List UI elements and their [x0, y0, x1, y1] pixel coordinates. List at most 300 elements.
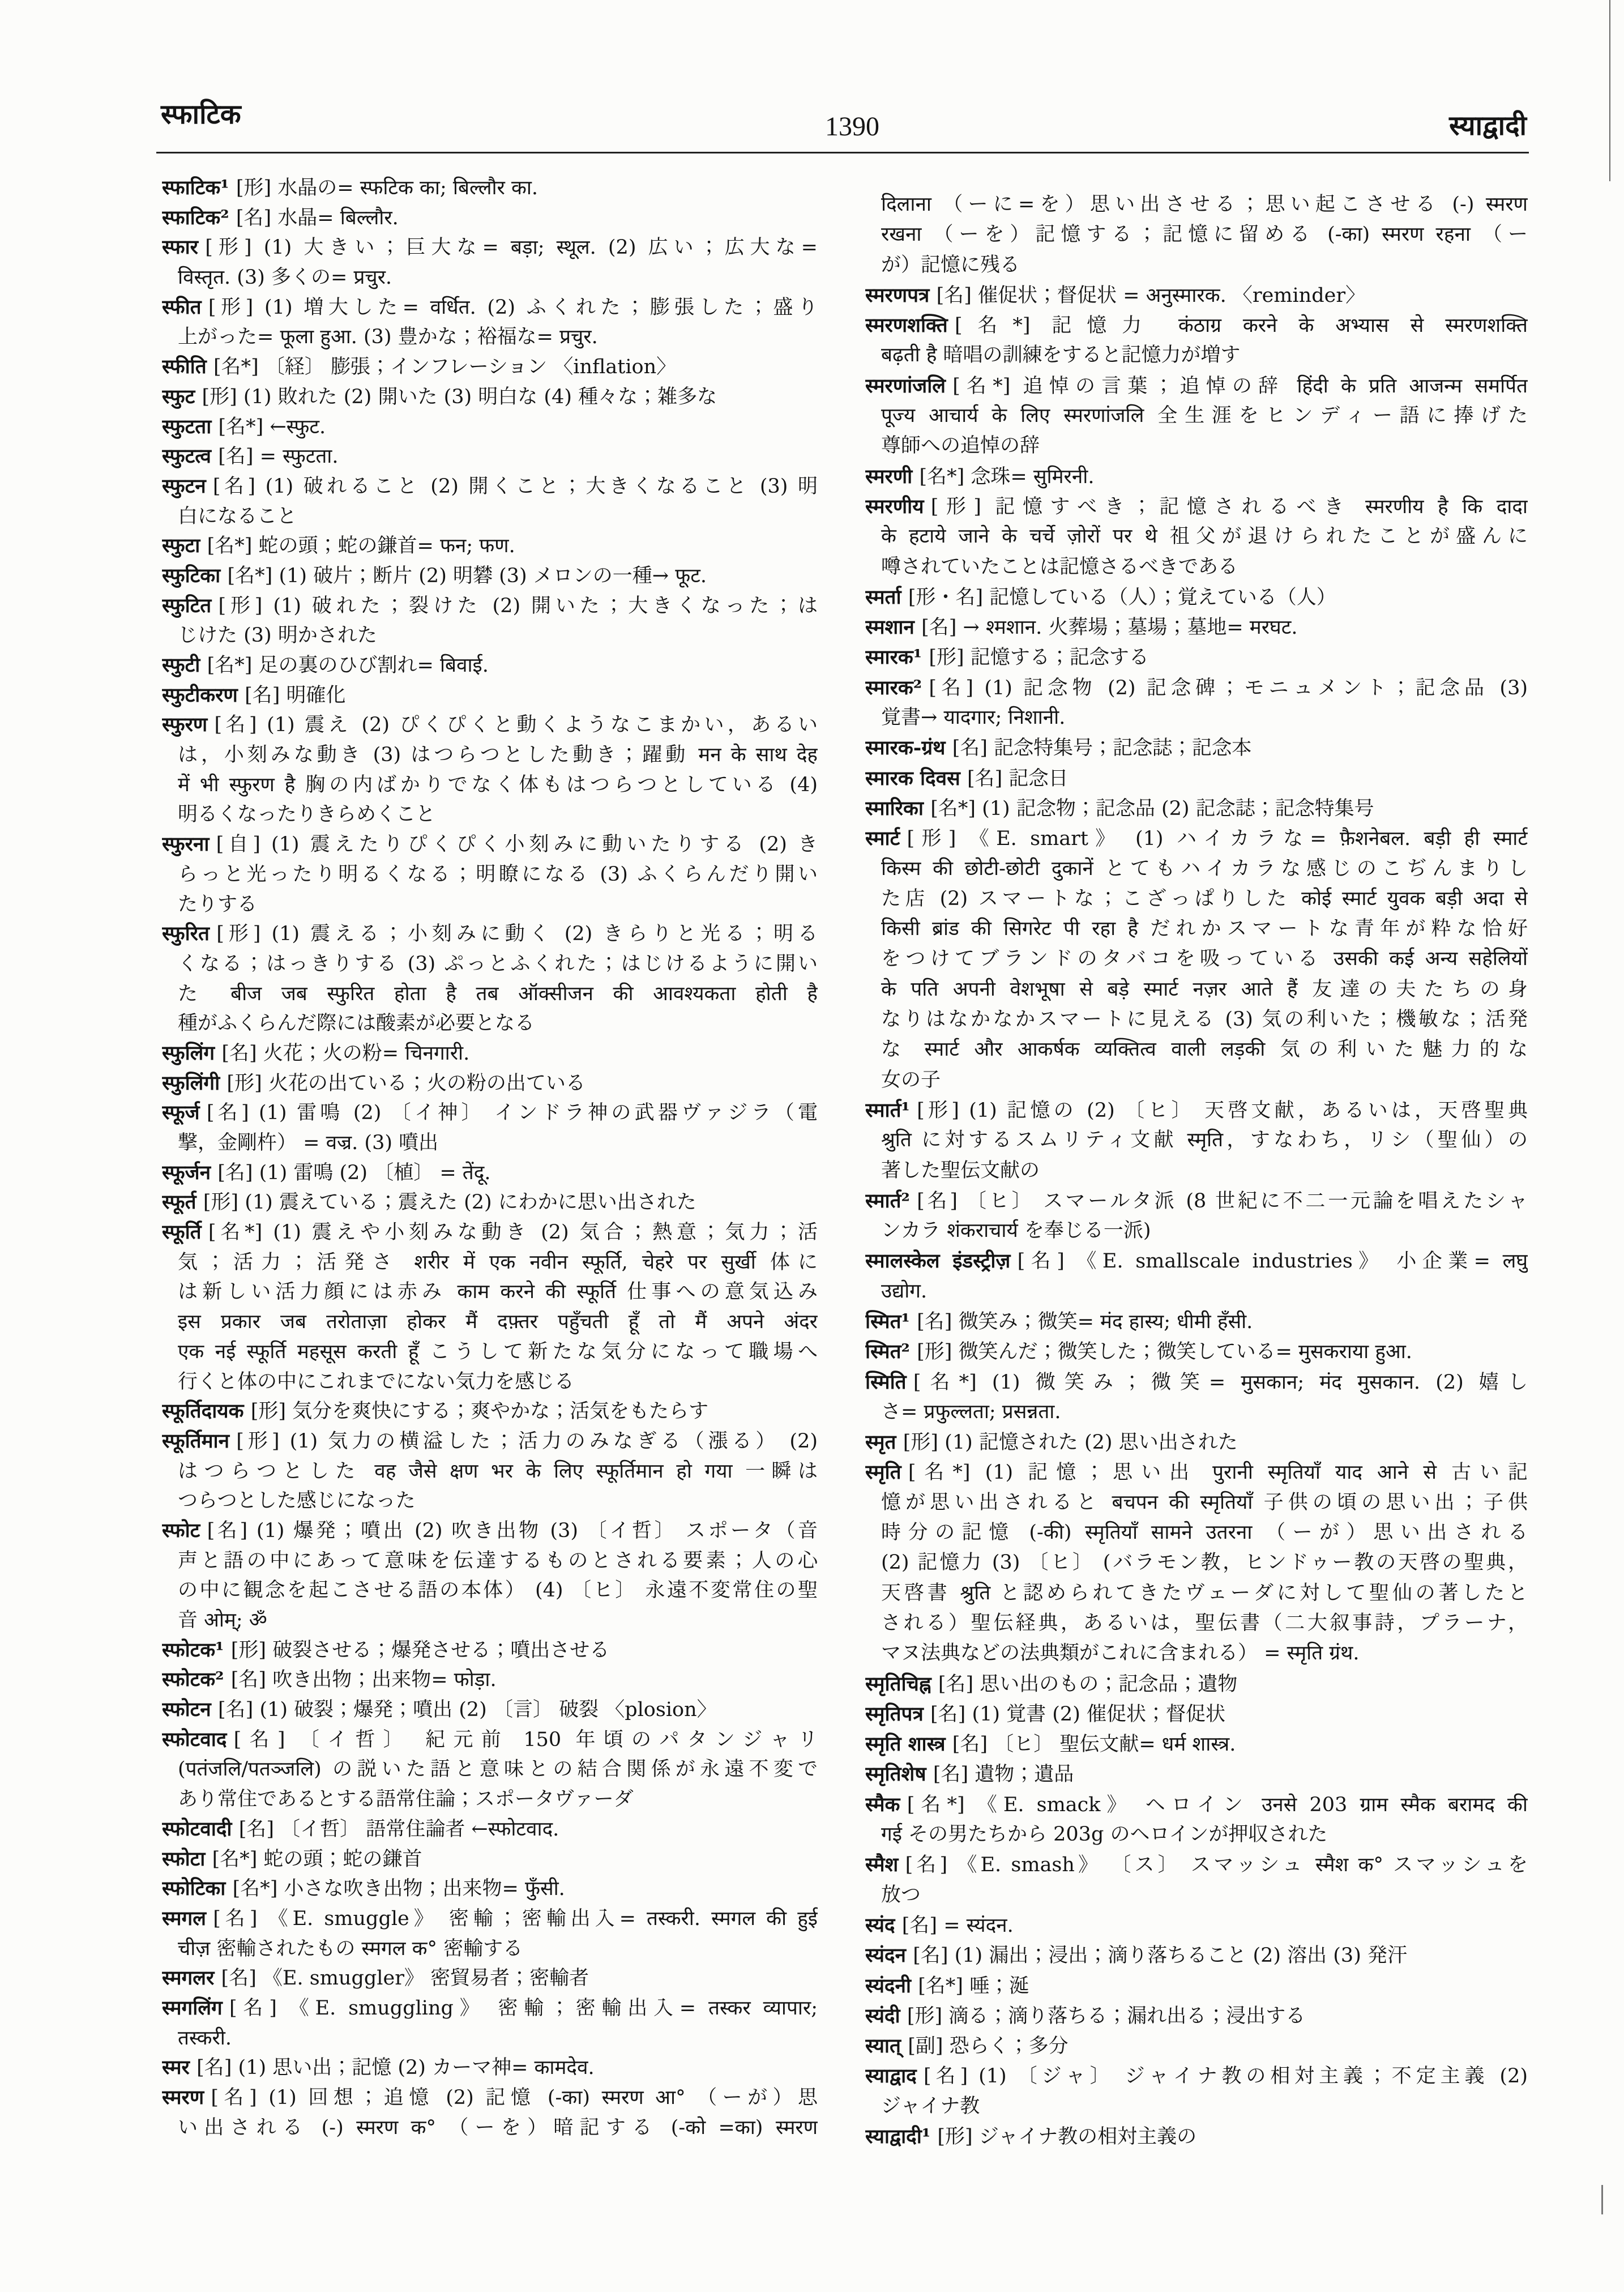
- scan-artifact-mark: [1601, 2185, 1603, 2214]
- entry-first-line: [865, 462, 1528, 492]
- entry-first-line: [162, 1188, 818, 1218]
- entry-first-line: [162, 442, 818, 472]
- definition-text: [形] 滴る；滴り落ちる；漏れ出る；浸出する: [907, 2004, 1306, 2028]
- headword: स्फोटवादी: [162, 1817, 232, 1841]
- definition-text: 憶が思い出されると बचपन की स्मृतियाँ 子供の頃の思い出；子供: [881, 1491, 1528, 1514]
- entry-continuation-line: [865, 522, 1528, 552]
- headword: स्फाटिक²: [162, 206, 229, 229]
- entry-continuation-line: [865, 975, 1528, 1005]
- entry-continuation-line: [162, 1755, 818, 1785]
- entry-continuation-line: [162, 263, 818, 293]
- entry-first-line: [865, 1186, 1528, 1216]
- entry-continuation-line: [162, 1576, 818, 1606]
- entry-first-line: [162, 1815, 818, 1845]
- entry-first-line: [162, 1904, 818, 1934]
- definition-text: が）記憶に残る: [881, 253, 1020, 276]
- definition-text: た बीज जब स्फुरित होता है तब ऑक्सीजन की आवश्यकता होती है: [178, 982, 818, 1005]
- headword: स्फोट: [162, 1518, 200, 1542]
- definition-text: के हटाये जाने के चर्चे ज़ोरों पर थे 祖父が退けられたことが盛んに: [881, 525, 1528, 548]
- entry-continuation-line: [865, 1518, 1528, 1548]
- definition-text: श्रुति に対するスムリティ文献 स्मृति，すなわち，リシ（聖仙）の: [881, 1129, 1528, 1152]
- definition-text: [名] 遺物；遺品: [933, 1763, 1074, 1786]
- headword: स्मृति: [865, 1461, 901, 1484]
- headword: स्यंदी: [865, 2004, 900, 2028]
- entry-first-line: [865, 1940, 1528, 1970]
- definition-text: は新しい活力顔には赤み काम करने की स्फूर्ति 仕事への意気込み: [178, 1281, 818, 1304]
- entry-first-line: [865, 1910, 1528, 1940]
- definition-text: 明るくなったりきらめくこと: [178, 803, 436, 826]
- definition-text: (पतंजलि/पतञ्जलि) の説いた語と意味との結合関係が永遠不変で: [178, 1758, 818, 1781]
- definition-text: [形] 火花の出ている；火の粉の出ている: [226, 1072, 586, 1095]
- entry-first-line: [162, 561, 818, 591]
- entry-continuation-line: [162, 770, 818, 800]
- definition-text: をつけてブランドのタバコを吸っている उसकी कई अन्य सहेलियों: [881, 947, 1528, 971]
- entry-first-line: [162, 681, 818, 711]
- entry-first-line: [865, 1337, 1528, 1367]
- definition-text: ンカラ शंकराचार्य を奉じる一派): [881, 1219, 1151, 1243]
- definition-text: の中に観念を起こさせる語の本体） (4) 〔ヒ〕 永遠不変常住の聖: [178, 1579, 818, 1602]
- definition-text: くなる；はっきりする (3) ぷっとふくれた；はじけるように開い: [178, 952, 818, 975]
- definition-text: 覚書→ यादगार; निशानी.: [881, 706, 1066, 729]
- entry-first-line: [162, 382, 818, 412]
- headword: स्मार्त²: [865, 1189, 910, 1213]
- entry-continuation-line: [162, 1128, 818, 1158]
- guide-word-right: स्याद्वादी: [1449, 110, 1527, 142]
- definition-text: [名] 吹き出物；出来物= फोड़ा.: [230, 1668, 497, 1692]
- headword: स्फूर्त: [162, 1190, 196, 1214]
- definition-text: [名] (1) 破れること (2) 開くこと；大きくなること (3) 明: [212, 475, 818, 498]
- definition-text: किसी ब्रांड की सिगरेट पी रहा है だれかスマートな青年が粋な恰好: [881, 917, 1528, 941]
- headword: स्फीत: [162, 295, 202, 319]
- definition-text: पूज्य आचार्य के लिए स्मरणांजलि 全生涯をヒンディー語に捧げた: [881, 404, 1528, 428]
- entry-continuation-line: [865, 1578, 1528, 1608]
- entry-first-line: [865, 642, 1528, 672]
- definition-text: 天啓書 श्रुति と認められてきたヴェーダに対して聖仙の著したと: [881, 1581, 1528, 1604]
- entry-first-line: [865, 1307, 1528, 1337]
- headword: स्मृत: [865, 1431, 896, 1454]
- entry-continuation-line: [865, 1638, 1528, 1668]
- definition-text: [名] 《E. smallscale industries》 小企業= लघु: [1017, 1250, 1528, 1273]
- definition-text: はつらつとした वह जैसे क्षण भर के लिए स्फूर्तिमान हो गया 一瞬は: [178, 1459, 818, 1483]
- entry-continuation-line: [162, 1337, 818, 1367]
- entry-first-line: [162, 830, 818, 860]
- headword: स्फुटिका: [162, 564, 221, 587]
- entry-first-line: [865, 612, 1528, 642]
- definition-text: [名] = स्फुटता.: [218, 445, 339, 468]
- headword: स्फुटीकरण: [162, 683, 238, 707]
- headword: स्मार्ट: [865, 827, 900, 851]
- headword: स्फोटवाद: [162, 1727, 227, 1751]
- entry-first-line: [162, 591, 818, 621]
- definition-text: [名] 記念特集号；記念誌；記念本: [952, 737, 1252, 760]
- entry-first-line: [162, 1845, 818, 1875]
- headword: स्मरण: [162, 2086, 204, 2109]
- entry-first-line: [865, 1246, 1528, 1276]
- definition-text: [形] (1) 記憶された (2) 思い出された: [903, 1431, 1238, 1454]
- entry-continuation-line: [865, 944, 1528, 974]
- definition-text: चीज़ 密輸されたもの स्मगल क° 密輸する: [178, 1937, 523, 1960]
- entry-continuation-line: [865, 220, 1528, 250]
- entry-continuation-line: [162, 890, 818, 920]
- entry-first-line: [162, 173, 818, 203]
- headword: स्फोटक²: [162, 1668, 224, 1692]
- entry-first-line: [162, 531, 818, 561]
- entry-continuation-line: [162, 322, 818, 352]
- entry-first-line: [162, 1158, 818, 1188]
- headword: स्मारक¹: [865, 646, 922, 669]
- definition-text: [形・名] 記憶している（人）；覚えている（人）: [908, 586, 1336, 609]
- headword: स्फूर्तिदायक: [162, 1399, 244, 1423]
- entry-first-line: [865, 1699, 1528, 1729]
- definition-text: [形] (1) 破れた；裂けた (2) 開いた；大きくなった；は: [218, 594, 818, 617]
- definition-text: [形] 微笑んだ；微笑した；微笑している= मुसकराया हुआ.: [917, 1341, 1412, 1364]
- entry-continuation-line: [162, 502, 818, 532]
- headword: स्फुटा: [162, 534, 200, 558]
- definition-text: つらつとした感じになった: [178, 1489, 416, 1513]
- headword: स्यात्: [865, 2034, 901, 2058]
- entry-first-line: [162, 919, 818, 949]
- entry-continuation-line: [865, 1548, 1528, 1578]
- definition-text: में भी स्फुरण है 胸の内ばかりでなく体もはつらつとしている (4): [178, 773, 818, 796]
- entry-first-line: [865, 1095, 1528, 1125]
- definition-text: [名] 〔ヒ〕 聖伝文献= धर्म शास्त्र.: [952, 1733, 1236, 1756]
- definition-text: [名] 明確化: [245, 684, 346, 707]
- definition-text: い出される (-) स्मरण क° （ーを）暗記する (-को =का) स्मरण: [178, 2116, 818, 2139]
- headword: स्मैश: [865, 1853, 899, 1877]
- entry-first-line: [865, 310, 1528, 340]
- definition-text: [名*] 《E. smack》 ヘロイン उनसे 203 ग्राम स्मैक बरामद की: [907, 1793, 1528, 1816]
- definition-text: 気；活力；活発さ शरीर में एक नवीन स्फूर्ति, चेहरे पर सुर्खी 体に: [178, 1250, 818, 1274]
- entry-first-line: [162, 1725, 818, 1755]
- definition-text: दिलाना （ーに=を）思い出させる；思い起こさせる (-) स्मरण: [881, 193, 1528, 216]
- definition-text: さ= प्रफुल्लता; प्रसन्नता.: [881, 1400, 1061, 1423]
- definition-text: [名] 催促状；督促状 = अनुस्मारक. 〈reminder〉: [936, 284, 1366, 307]
- definition-text: [形] ジャイナ教の相対主義の: [937, 2125, 1197, 2148]
- definition-text: [名*] (1) 微笑み；微笑= मुसकान; मंद मुसकान. (2) 嬉し: [913, 1371, 1528, 1394]
- entry-continuation-line: [162, 621, 818, 651]
- definition-text: [形] 記憶する；記念する: [929, 646, 1149, 669]
- entry-first-line: [162, 1039, 818, 1069]
- entry-continuation-line: [162, 1248, 818, 1278]
- entry-continuation-line: [865, 914, 1528, 944]
- headword: स्मृति शास्त्र: [865, 1732, 946, 1756]
- definition-text: 声と語の中にあって意味を伝達するものとされる要素；人の心: [178, 1549, 818, 1572]
- headword: स्मैक: [865, 1792, 900, 1816]
- entry-continuation-line: [162, 1277, 818, 1307]
- definition-text: [名] (1) 破裂；爆発；噴出 (2) 〔言〕 破裂 〈plosion〉: [217, 1698, 717, 1722]
- left-column: [162, 173, 818, 2142]
- headword: स्फोटा: [162, 1847, 206, 1871]
- definition-text: 行くと体の中にこれまでにない気力を感じる: [178, 1370, 575, 1393]
- entry-first-line: [162, 1516, 818, 1546]
- entry-first-line: [162, 2053, 818, 2083]
- entry-first-line: [162, 1994, 818, 2024]
- definition-text: [形] (1) 敗れた (2) 開いた (3) 明白な (4) 種々な；雑多な: [202, 385, 717, 408]
- entry-first-line: [162, 472, 818, 502]
- definition-text: [形] (1) 大きい；巨大な= बड़ा; स्थूल. (2) 広い；広大な=: [205, 236, 818, 259]
- headword: स्मृतिपत्र: [865, 1702, 924, 1726]
- entry-first-line: [865, 1971, 1528, 2001]
- headword: स्यंद: [865, 1913, 895, 1937]
- definition-text: रखना （ーを）記憶する；記憶に留める (-का) स्मरण रहना （ー: [881, 223, 1528, 246]
- definition-text: [名*] (1) 記憶；思い出 पुरानी स्मृतियाँ याद आने से 古い記: [908, 1461, 1528, 1484]
- definition-text: される）聖伝経典，あるいは，聖伝書（二大叙事詩，プラーナ，: [881, 1611, 1528, 1634]
- headword: स्फुट: [162, 385, 195, 408]
- headword: स्फुरित: [162, 922, 210, 946]
- guide-word-left: स्फाटिक: [161, 99, 241, 130]
- entry-continuation-line: [162, 800, 818, 830]
- entry-first-line: [162, 710, 818, 740]
- headword: स्मारक-ग्रंथ: [865, 736, 946, 760]
- entry-first-line: [162, 1218, 818, 1248]
- definition-text: [名] (1) 雷鳴 (2) 〔植〕 = तेंदू.: [217, 1161, 491, 1184]
- entry-continuation-line: [162, 979, 818, 1009]
- definition-text: तस्करी.: [178, 2026, 232, 2050]
- entry-first-line: [865, 2031, 1528, 2061]
- definition-text: [名] 〔ヒ〕 スマールタ派 (8 世紀に不二一元論を唱えたシャ: [917, 1189, 1528, 1213]
- definition-text: एक नई स्फूर्ति महसूस करती हूँ こうして新たな気分になって職場へ: [178, 1340, 818, 1363]
- headword: स्फोटिका: [162, 1877, 226, 1901]
- entry-continuation-line: [865, 1005, 1528, 1035]
- definition-text: 上がった= फूला हुआ. (3) 豊かな；裕福な= प्रचुर.: [178, 326, 598, 349]
- definition-text: [名*] 蛇の頭；蛇の鎌首: [212, 1847, 422, 1871]
- headword: स्फुटत्व: [162, 445, 211, 468]
- headword: स्फुरण: [162, 713, 208, 737]
- definition-text: [名*] 念珠= सुमिरनी.: [919, 465, 1095, 488]
- headword: स्मगलिंग: [162, 1996, 223, 2020]
- definition-text: なりはなかなかスマートに見える (3) 気の利いた；機敏な；活発: [881, 1008, 1528, 1031]
- definition-text: [名] = स्यंदन.: [901, 1914, 1014, 1937]
- entry-first-line: [865, 492, 1528, 522]
- definition-text: [形] (1) 震える；小刻みに動く (2) きらりと光る；明る: [216, 923, 818, 946]
- entry-continuation-line: [865, 1880, 1528, 1910]
- definition-text: [名] (1) 記念物 (2) 記念碑；モニュメント；記念品 (3): [929, 676, 1528, 699]
- headword: स्यंदनी: [865, 1974, 911, 1998]
- entry-first-line: [162, 1874, 818, 1904]
- definition-text: [名] (1) 雷鳴 (2) 〔イ神〕 インドラ神の武器ヴァジラ（電: [206, 1102, 818, 1125]
- entry-first-line: [162, 1665, 818, 1695]
- entry-continuation-line: [162, 740, 818, 770]
- entry-continuation-line: [865, 250, 1528, 280]
- definition-text: [形] (1) 増大した= वर्धित. (2) ふくれた；膨張した；盛り: [208, 296, 818, 319]
- definition-text: 著した聖伝文献の: [881, 1159, 1040, 1182]
- definition-text: 撃，金剛杵） = वज्र. (3) 噴出: [178, 1132, 439, 1154]
- definition-text: [名] 思い出のもの；記念品；遺物: [938, 1672, 1238, 1696]
- definition-text: [形] 水晶の= स्फटिक का; बिल्लौर का.: [236, 177, 539, 199]
- definition-text: [名] 水晶= बिल्लौर.: [236, 206, 399, 229]
- definition-text: [形] 気分を爽快にする；爽やかな；活気をもたらす: [250, 1400, 709, 1423]
- definition-text: 音 ओम्; ॐ: [178, 1609, 267, 1632]
- definition-text: じけた (3) 明かされた: [178, 624, 377, 647]
- definition-text: [自] (1) 震えたりぴくぴく小刻みに動いたりする (2) き: [216, 833, 818, 856]
- definition-text: [名] (1) 震え (2) ぴくぴくと動くようなこまかい，あるい: [214, 714, 818, 737]
- definition-text: बढ़ती है 暗唱の訓練をすると記憶力が増す: [881, 344, 1241, 367]
- headword: स्मारक दिवस: [865, 766, 960, 790]
- entry-continuation-line: [162, 1934, 818, 1964]
- definition-text: [名*] 小さな吹き出物；出来物= फुँसी.: [232, 1877, 565, 1901]
- headword: स्मरणांजलि: [865, 374, 946, 398]
- entry-first-line: [162, 1098, 818, 1128]
- entry-first-line: [865, 1790, 1528, 1820]
- entry-first-line: [162, 352, 818, 382]
- entry-first-line: [865, 1669, 1528, 1699]
- entry-continuation-line: [865, 2092, 1528, 2122]
- headword: स्फूर्जन: [162, 1160, 211, 1184]
- headword: स्मगलर: [162, 1966, 215, 1990]
- entry-continuation-line: [865, 340, 1528, 370]
- entry-continuation-line: [865, 1277, 1528, 1307]
- definition-text: た店 (2) スマートな；こざっぱりした कोई स्मार्ट युवक बड़ी अदा से: [881, 887, 1528, 910]
- entry-first-line: [865, 1850, 1528, 1880]
- definition-text: [名*] 記憶力 कंठाग्र करने के अभ्यास से स्मरणशक्ति: [955, 314, 1528, 338]
- definition-text: 白になること: [178, 505, 297, 528]
- definition-text: たりする: [178, 893, 258, 916]
- definition-text: [副] 恐らく；多分: [908, 2035, 1069, 2058]
- entry-first-line: [162, 1427, 818, 1457]
- entry-continuation-line: [865, 854, 1528, 884]
- definition-text: [名] (1) 爆発；噴出 (2) 吹き出物 (3) 〔イ哲〕 スポータ（音: [207, 1519, 818, 1542]
- headword: स्फुटता: [162, 415, 212, 438]
- entry-first-line: [865, 2061, 1528, 2091]
- header-rule: [156, 152, 1529, 153]
- definition-text: [形] 記憶すべき；記憶されるべき स्मरणीय है कि दादा: [930, 495, 1528, 518]
- headword: स्याद्वादी¹: [865, 2125, 931, 2148]
- entry-continuation-line: [162, 1546, 818, 1576]
- entry-continuation-line: [162, 1785, 818, 1815]
- entry-first-line: [865, 793, 1528, 823]
- definition-text: [名] → श्मशान. 火葬場；墓場；墓地= मरघट.: [921, 616, 1298, 639]
- definition-text: 尊師への追悼の辞: [881, 434, 1040, 458]
- entry-continuation-line: [865, 1216, 1528, 1246]
- definition-text: [名*] 追悼の言葉；追悼の辞 हिंदी के प्रति आजन्म समर्पित: [952, 374, 1528, 398]
- definition-text: マヌ法典などの法典類がこれに含まれる） = स्मृति ग्रंथ.: [881, 1642, 1360, 1665]
- headword: स्फार: [162, 236, 198, 259]
- definition-text: 種がふくらんだ際には酸素が必要となる: [178, 1012, 535, 1035]
- entry-first-line: [162, 2083, 818, 2113]
- definition-text: [名*] ←स्फुट.: [218, 415, 326, 438]
- entry-first-line: [865, 1457, 1528, 1487]
- definition-text: [名] 微笑み；微笑= मंद हास्य; धीमी हँसी.: [917, 1310, 1253, 1333]
- entry-continuation-line: [865, 552, 1528, 582]
- definition-text: [名] 〔イ哲〕 語常住論者 ←स्फोटवाद.: [238, 1817, 559, 1841]
- entry-continuation-line: [865, 401, 1528, 431]
- headword: स्फोटक¹: [162, 1638, 224, 1662]
- definition-text: किस्म की छोटी-छोटी दुकानें とてもハイカラな感じのこぢんまりし: [881, 857, 1528, 880]
- entry-continuation-line: [865, 1488, 1528, 1518]
- definition-text: [名] (1) 回想；追憶 (2) 記憶 (-का) स्मरण आ° （ーが）思: [211, 2086, 818, 2109]
- definition-text: は，小刻みな動き (3) はつらつとした動き；躍動 मन के साथ देह: [178, 744, 818, 767]
- headword: स्मृतिचिह्न: [865, 1672, 931, 1696]
- entry-first-line: [865, 1759, 1528, 1789]
- headword: स्फीति: [162, 355, 207, 379]
- headword: स्मशान: [865, 616, 914, 639]
- entry-continuation-line: [865, 1608, 1528, 1638]
- headword: स्मारिका: [865, 796, 924, 820]
- entry-first-line: [865, 280, 1528, 310]
- definition-text: [形] 破裂させる；爆発させる；噴出させる: [230, 1638, 610, 1662]
- entry-continuation-line: [865, 884, 1528, 914]
- headword: स्मित¹: [865, 1309, 910, 1333]
- headword: स्फूर्ति: [162, 1220, 202, 1244]
- entry-continuation-line: [865, 1820, 1528, 1850]
- entry-first-line: [865, 2122, 1528, 2152]
- entry-first-line: [865, 1427, 1528, 1457]
- definition-text: [名*] 唾；涎: [918, 1974, 1029, 1998]
- entry-continuation-line: [865, 1035, 1528, 1065]
- headword: स्मरणशक्ति: [865, 314, 948, 338]
- entry-first-line: [162, 651, 818, 681]
- definition-text: उद्योग.: [881, 1279, 928, 1303]
- entry-continuation-line: [162, 1009, 818, 1039]
- headword: स्फुटित: [162, 594, 212, 617]
- entry-first-line: [865, 1729, 1528, 1759]
- definition-text: के पति अपनी वेशभूषा से बड़े स्मार्ट नज़र आते हैं 友達の夫たちの身: [881, 978, 1528, 1001]
- headword: स्मर्ता: [865, 585, 901, 609]
- definition-text: 噂されていたことは記憶さるべきである: [881, 555, 1238, 578]
- page-number: 1390: [825, 112, 879, 142]
- entry-continuation-line: [162, 1367, 818, 1397]
- headword: स्मरणीय: [865, 494, 924, 518]
- definition-text: [名] (1) 漏出；浸出；滴り落ちること (2) 溶出 (3) 発汗: [913, 1944, 1407, 1967]
- headword: स्मरणी: [865, 464, 913, 488]
- right-column: [865, 190, 1528, 2152]
- headword: स्फूर्तिमान: [162, 1429, 230, 1453]
- entry-first-line: [162, 293, 818, 323]
- headword: स्फाटिक¹: [162, 176, 229, 199]
- entry-first-line: [865, 733, 1528, 763]
- headword: स्मित²: [865, 1340, 910, 1364]
- definition-text: [形] (1) 気力の横溢した；活力のみなぎる（漲る） (2): [236, 1429, 818, 1453]
- entry-first-line: [162, 1397, 818, 1427]
- definition-text: [名] 《E. smash》 〔ス〕 スマッシュ स्मैश क° スマッシュを: [905, 1854, 1528, 1877]
- entry-first-line: [865, 1367, 1528, 1397]
- headword: स्मालस्केल इंडस्ट्रीज़: [865, 1249, 1011, 1273]
- definition-text: [形] 《E. smart》 (1) ハイカラな= फ़ैशनेबल. बड़ी ही स्मार्ट: [907, 827, 1528, 851]
- definition-text: らっと光ったり明るくなる；明瞭になる (3) ふくらんだり開い: [178, 863, 818, 886]
- definition-text: [名] 《E. smuggler》 密貿易者；密輸者: [221, 1967, 589, 1990]
- entry-continuation-line: [162, 2024, 818, 2054]
- entry-first-line: [865, 763, 1528, 793]
- definition-text: [名] 記念日: [967, 767, 1069, 790]
- headword: स्मर: [162, 2056, 190, 2080]
- definition-text: इस प्रकार जब तरोताज़ा होकर मैं दफ़्तर पहुँचती हूँ तो मैं अपने अंदर: [178, 1311, 818, 1334]
- headword: स्फोटन: [162, 1698, 211, 1722]
- definition-text: [名*] 足の裏のひび割れ= बिवाई.: [207, 654, 489, 677]
- entry-continuation-line: [162, 860, 818, 890]
- definition-text: [名*] (1) 記念物；記念品 (2) 記念誌；記念特集号: [930, 797, 1374, 820]
- definition-text: [名] 《E. smuggle》 密輸；密輸出入= तस्करी. स्मगल की हुई: [213, 1907, 818, 1930]
- definition-text: विस्तृत. (3) 多くの= प्रचुर.: [178, 266, 392, 289]
- entry-continuation-line: [865, 1397, 1528, 1427]
- definition-text: [名] 火花；火の粉= चिनगारी.: [221, 1042, 470, 1065]
- headword: स्याद्वाद: [865, 2064, 917, 2088]
- entry-first-line: [865, 673, 1528, 703]
- entry-first-line: [865, 823, 1528, 853]
- entry-continuation-line: [865, 431, 1528, 461]
- definition-text: [名] (1) 覚書 (2) 催促状；督促状: [930, 1702, 1225, 1726]
- entry-first-line: [162, 1069, 818, 1099]
- definition-text: 時分の記憶 (-की) स्मृतियाँ सामने उतरना （ーが）思い出される: [881, 1521, 1528, 1544]
- definition-text: [名*] 蛇の頭；蛇の鎌首= फन; फण.: [207, 535, 515, 558]
- entry-continuation-line: [865, 190, 1528, 220]
- headword: स्फुटन: [162, 474, 206, 498]
- entry-first-line: [865, 371, 1528, 401]
- entry-continuation-line: [865, 1125, 1528, 1155]
- headword: स्फुलिंगी: [162, 1071, 220, 1095]
- headword: स्फूर्ज: [162, 1101, 200, 1125]
- scan-edge-line: [1609, 0, 1610, 181]
- entry-continuation-line: [162, 2113, 818, 2143]
